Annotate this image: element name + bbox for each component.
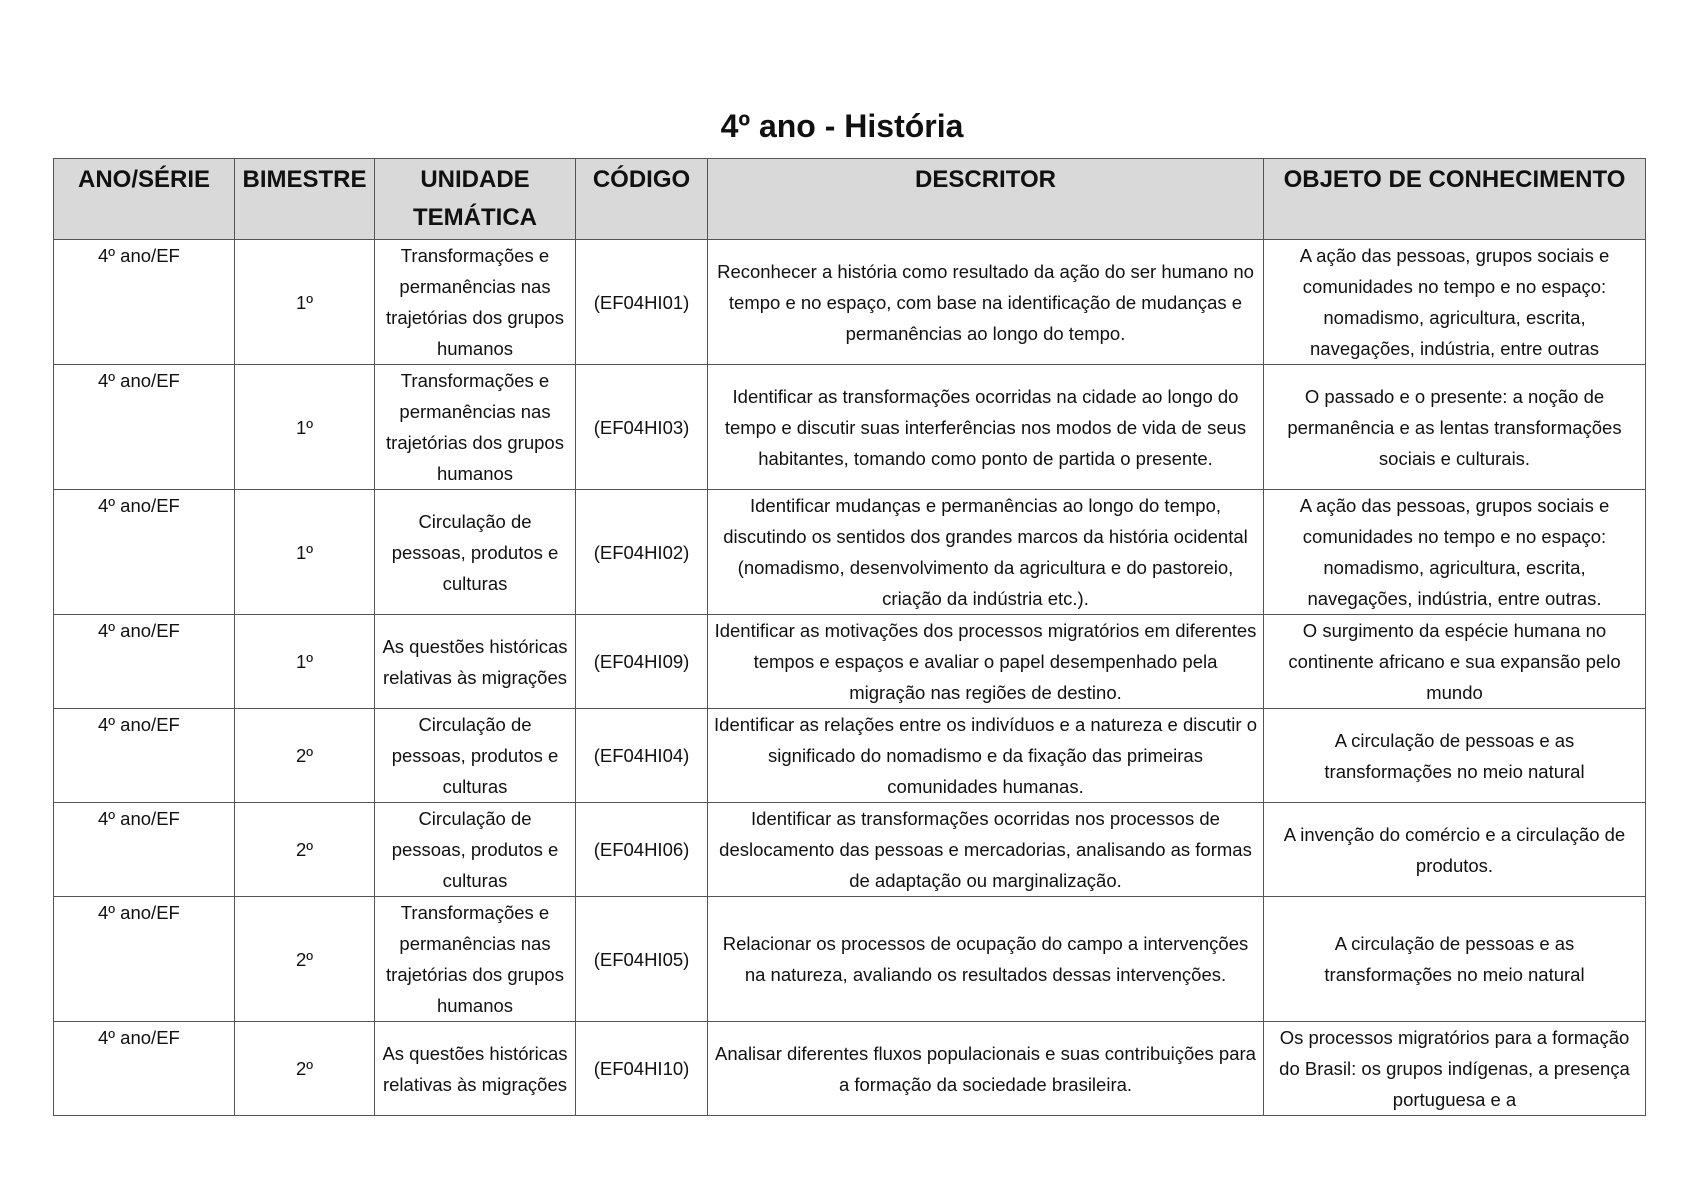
- cell-codigo: (EF04HI03): [576, 365, 708, 490]
- header-ano: ANO/SÉRIE: [54, 159, 235, 240]
- cell-unidade: Circulação de pessoas, produtos e culturas: [375, 803, 576, 897]
- cell-ano: 4º ano/EF: [54, 240, 235, 365]
- cell-codigo: (EF04HI05): [576, 897, 708, 1022]
- cell-descritor: Identificar as motivações dos processos migratórios em diferentes tempos e espaços e avaliar o papel desempenhado pela migração nas regiões de destino.: [708, 615, 1264, 709]
- cell-ano: 4º ano/EF: [54, 709, 235, 803]
- cell-unidade: Transformações e permanências nas trajetórias dos grupos humanos: [375, 365, 576, 490]
- curriculum-table: [53, 158, 1646, 1116]
- cell-codigo: (EF04HI04): [576, 709, 708, 803]
- cell-ano: 4º ano/EF: [54, 615, 235, 709]
- cell-objeto: A ação das pessoas, grupos sociais e comunidades no tempo e no espaço: nomadismo, agricultura, escrita, navegações, indústria, entre outras.: [1264, 490, 1646, 615]
- table-row: [54, 709, 1646, 803]
- cell-bimestre: 1º: [235, 490, 375, 615]
- cell-objeto: A invenção do comércio e a circulação de produtos.: [1264, 803, 1646, 897]
- table-row: [54, 240, 1646, 365]
- cell-objeto: A ação das pessoas, grupos sociais e comunidades no tempo e no espaço: nomadismo, agricultura, escrita, navegações, indústria, entre outras: [1264, 240, 1646, 365]
- cell-bimestre: 2º: [235, 1022, 375, 1116]
- cell-codigo: (EF04HI06): [576, 803, 708, 897]
- cell-codigo: (EF04HI10): [576, 1022, 708, 1116]
- page-title: 4º ano - História: [720, 108, 964, 144]
- cell-descritor: Reconhecer a história como resultado da ação do ser humano no tempo e no espaço, com base na identificação de mudanças e permanências ao longo do tempo.: [708, 240, 1264, 365]
- cell-unidade: As questões históricas relativas às migrações: [375, 1022, 576, 1116]
- cell-ano: 4º ano/EF: [54, 490, 235, 615]
- cell-descritor: Analisar diferentes fluxos populacionais e suas contribuições para a formação da sociedade brasileira.: [708, 1022, 1264, 1116]
- cell-unidade: Circulação de pessoas, produtos e culturas: [375, 490, 576, 615]
- cell-descritor: Identificar as transformações ocorridas na cidade ao longo do tempo e discutir suas interferências nos modos de vida de seus habitantes, tomando como ponto de partida o presente.: [708, 365, 1264, 490]
- cell-objeto: O surgimento da espécie humana no continente africano e sua expansão pelo mundo: [1264, 615, 1646, 709]
- table-row: [54, 615, 1646, 709]
- cell-objeto: Os processos migratórios para a formação do Brasil: os grupos indígenas, a presença portuguesa e a: [1264, 1022, 1646, 1116]
- cell-descritor: Identificar as transformações ocorridas nos processos de deslocamento das pessoas e mercadorias, analisando as formas de adaptação ou marginalização.: [708, 803, 1264, 897]
- cell-bimestre: 1º: [235, 240, 375, 365]
- header-codigo: CÓDIGO: [576, 159, 708, 240]
- cell-descritor: Identificar as relações entre os indivíduos e a natureza e discutir o significado do nomadismo e da fixação das primeiras comunidades humanas.: [708, 709, 1264, 803]
- cell-bimestre: 1º: [235, 615, 375, 709]
- header-descritor: DESCRITOR: [708, 159, 1264, 240]
- cell-ano: 4º ano/EF: [54, 897, 235, 1022]
- cell-unidade: Circulação de pessoas, produtos e culturas: [375, 709, 576, 803]
- cell-codigo: (EF04HI02): [576, 490, 708, 615]
- cell-unidade: Transformações e permanências nas trajetórias dos grupos humanos: [375, 897, 576, 1022]
- cell-descritor: Identificar mudanças e permanências ao longo do tempo, discutindo os sentidos dos grandes marcos da história ocidental (nomadismo, desenvolvimento da agricultura e do pastoreio, criação da indústria etc.).: [708, 490, 1264, 615]
- table-row: [54, 365, 1646, 490]
- table-row: [54, 803, 1646, 897]
- cell-bimestre: 2º: [235, 803, 375, 897]
- table-row: [54, 897, 1646, 1022]
- cell-unidade: Transformações e permanências nas trajetórias dos grupos humanos: [375, 240, 576, 365]
- cell-bimestre: 2º: [235, 709, 375, 803]
- cell-objeto: A circulação de pessoas e as transformações no meio natural: [1264, 709, 1646, 803]
- table-row: [54, 1022, 1646, 1116]
- cell-ano: 4º ano/EF: [54, 365, 235, 490]
- table-row: [54, 490, 1646, 615]
- cell-ano: 4º ano/EF: [54, 1022, 235, 1116]
- cell-descritor: Relacionar os processos de ocupação do campo a intervenções na natureza, avaliando os resultados dessas intervenções.: [708, 897, 1264, 1022]
- cell-codigo: (EF04HI01): [576, 240, 708, 365]
- header-bimestre: BIMESTRE: [235, 159, 375, 240]
- cell-objeto: O passado e o presente: a noção de permanência e as lentas transformações sociais e culturais.: [1264, 365, 1646, 490]
- cell-bimestre: 2º: [235, 897, 375, 1022]
- cell-codigo: (EF04HI09): [576, 615, 708, 709]
- cell-unidade: As questões históricas relativas às migrações: [375, 615, 576, 709]
- cell-bimestre: 1º: [235, 365, 375, 490]
- header-row: [54, 159, 1646, 240]
- header-unidade: UNIDADE TEMÁTICA: [375, 159, 576, 240]
- cell-ano: 4º ano/EF: [54, 803, 235, 897]
- cell-objeto: A circulação de pessoas e as transformações no meio natural: [1264, 897, 1646, 1022]
- header-objeto: OBJETO DE CONHECIMENTO: [1264, 159, 1646, 240]
